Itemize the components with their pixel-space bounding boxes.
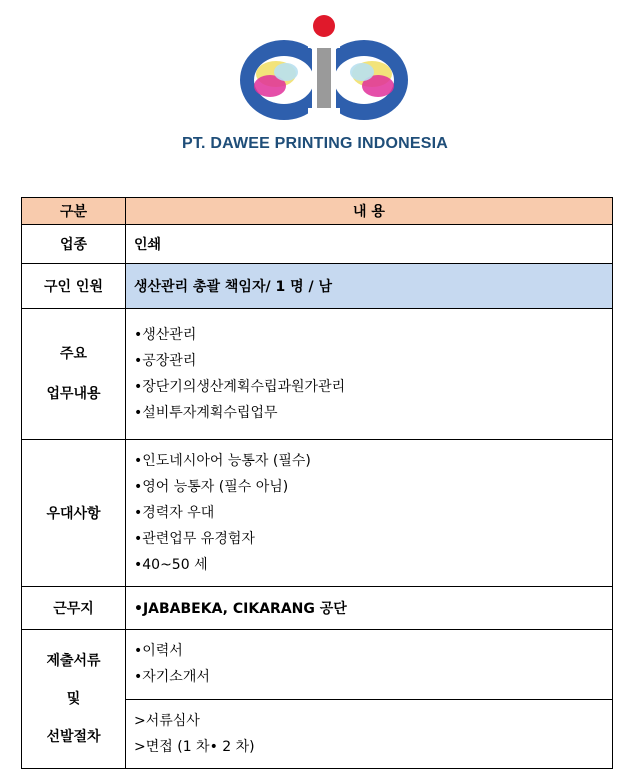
list-item: •장단기의생산계획수립과원가관리 [134, 379, 346, 395]
duties-label-line2: 업무내용 [46, 386, 101, 402]
list-item: •40~50 세 [134, 557, 208, 573]
documents-label-line3: 선발절차 [46, 729, 101, 745]
industry-label: 업종 [22, 225, 126, 264]
list-item: •자기소개서 [134, 669, 210, 686]
list-item: •경력자 우대 [134, 505, 215, 521]
duties-label [22, 309, 126, 440]
list-item: >면접 (1 차• 2 차) [134, 738, 255, 755]
documents-label [22, 630, 126, 769]
duties-list [126, 309, 613, 440]
documents-label-line2: 및 [66, 691, 81, 707]
location-label: 근무지 [22, 587, 126, 630]
list-item: •공장관리 [134, 353, 197, 369]
header-category: 구분 [22, 198, 126, 225]
row-industry [22, 225, 613, 264]
list-item: •관련업무 유경험자 [134, 531, 255, 547]
documents-label-line1: 제출서류 [46, 653, 101, 669]
job-posting-table [21, 197, 613, 769]
list-item: •인도네시아어 능통자 (필수) [134, 453, 311, 469]
header-content: 내 용 [126, 198, 613, 225]
process-list [126, 699, 613, 769]
row-location [22, 587, 613, 630]
preferences-list [126, 440, 613, 587]
recruit-label: 구인 인원 [22, 264, 126, 309]
row-recruit [22, 264, 613, 309]
row-duties [22, 309, 613, 440]
recruit-value: 생산관리 총괄 책임자/ 1 명 / 남 [126, 264, 613, 309]
location-value: •JABABEKA, CIKARANG 공단 [126, 587, 613, 630]
documents-list [126, 630, 613, 700]
list-item: •이력서 [134, 643, 183, 660]
company-logo [238, 8, 410, 124]
duties-label-line1: 주요 [59, 346, 88, 362]
list-item: >서류심사 [134, 712, 200, 729]
company-name: PT. DAWEE PRINTING INDONESIA [181, 135, 449, 152]
list-item: •영어 능통자 (필수 아님) [134, 479, 289, 495]
table-header-row [22, 198, 613, 225]
industry-value: 인쇄 [126, 225, 613, 264]
list-item: •생산관리 [134, 327, 197, 343]
row-documents [22, 630, 613, 700]
row-preferences [22, 440, 613, 587]
list-item: •설비투자계획수립업무 [134, 405, 278, 421]
preferences-label: 우대사항 [22, 440, 126, 587]
